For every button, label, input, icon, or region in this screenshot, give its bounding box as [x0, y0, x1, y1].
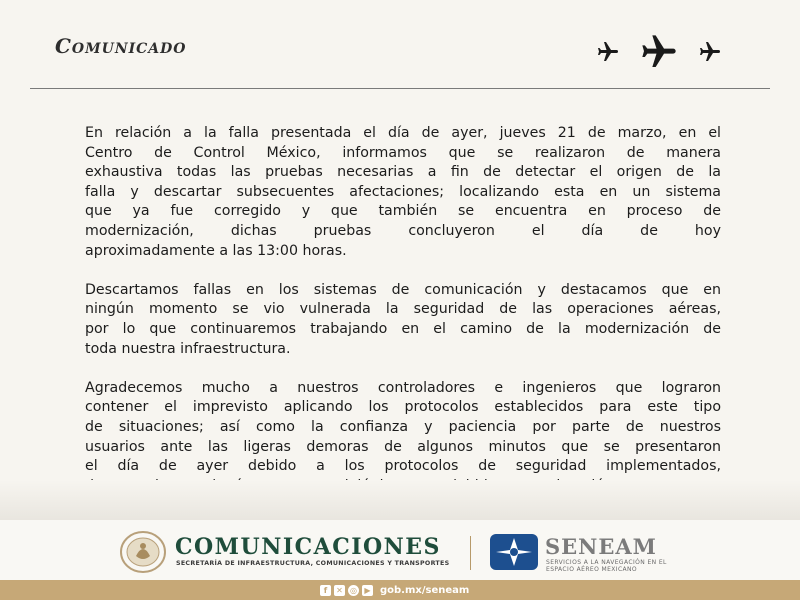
statement-body: [85, 124, 721, 516]
paragraph-line: falla y descartar subsecuentes afectaciones; localizando esta en un sistema: [85, 183, 721, 200]
paragraph-line: que ya fue corregido y que también se encuentra en proceso de: [85, 203, 721, 220]
social-bar: [0, 580, 800, 600]
paragraph-line: usuarios ante las ligeras demoras de algunos minutos que se presentaron: [85, 438, 721, 455]
paragraph-line: En relación a la falla presentada el día de ayer, jueves 21 de marzo, en el: [85, 125, 721, 141]
paragraph-line: el día de ayer debido a los protocolos de seguridad implementados,: [85, 458, 721, 475]
seneam-subtitle-line: SERVICIOS A LA NAVEGACIÓN EN EL: [546, 559, 667, 566]
paragraph-1: [85, 124, 721, 261]
paragraph-line: modernización, dichas pruebas concluyeron el día de hoy: [85, 222, 721, 239]
comunicaciones-subtitle: SECRETARÍA DE INFRAESTRUCTURA, COMUNICACIONES Y TRANSPORTES: [176, 560, 450, 567]
paragraph-2: [85, 281, 721, 359]
page-title: Comunicado: [55, 34, 187, 58]
paragraph-line: exhaustiva todas las pruebas necesarias a fin de detectar el origen de la: [85, 164, 721, 181]
paragraph-line: aproximadamente a las 13:00 horas.: [85, 242, 347, 259]
footer-gradient: [0, 480, 800, 525]
paragraph-line: ningún momento se vio vulnerada la seguridad de las operaciones aéreas,: [85, 301, 721, 318]
paragraph-line: toda nuestra infraestructura.: [85, 340, 291, 357]
paragraph-line: por lo que continuaremos trabajando en el camino de la modernización de: [85, 320, 721, 337]
seneam-logo-icon: [488, 532, 540, 572]
paragraph-line: de situaciones; así como la confianza y paciencia por parte de nuestros: [85, 418, 721, 435]
website-link[interactable]: gob.mx/seneam: [380, 584, 470, 596]
paragraph-line: Descartamos fallas en los sistemas de comunicación y destacamos que en: [85, 281, 721, 298]
paragraph-3: [85, 379, 721, 497]
social-links: [320, 583, 469, 597]
facebook-icon[interactable]: f: [320, 585, 331, 596]
footer-logos: [0, 520, 800, 580]
paragraph-line: contener el imprevisto aplicando los protocolos establecidos para este tipo: [85, 399, 721, 416]
airplane-icon: [696, 40, 724, 64]
header-divider: [30, 88, 770, 89]
seneam-subtitle-line: ESPACIO AÉREO MEXICANO: [546, 566, 638, 573]
national-seal-icon: [118, 530, 168, 574]
instagram-icon[interactable]: ◎: [348, 585, 359, 596]
airplane-icon: [634, 32, 684, 72]
seneam-title: SENEAM: [545, 534, 657, 559]
paragraph-line: Centro de Control México, informamos que se realizaron de manera: [85, 144, 721, 161]
airplane-icon: [594, 40, 622, 64]
youtube-icon[interactable]: ▶: [362, 585, 373, 596]
comunicaciones-title: COMUNICACIONES: [175, 534, 441, 560]
logo-divider: [470, 536, 471, 570]
seneam-subtitle: [546, 559, 696, 573]
twitter-icon[interactable]: ✕: [334, 585, 345, 596]
planes-graphic: [594, 32, 729, 72]
paragraph-line: Agradecemos mucho a nuestros controladores e ingenieros que lograron: [85, 379, 721, 396]
